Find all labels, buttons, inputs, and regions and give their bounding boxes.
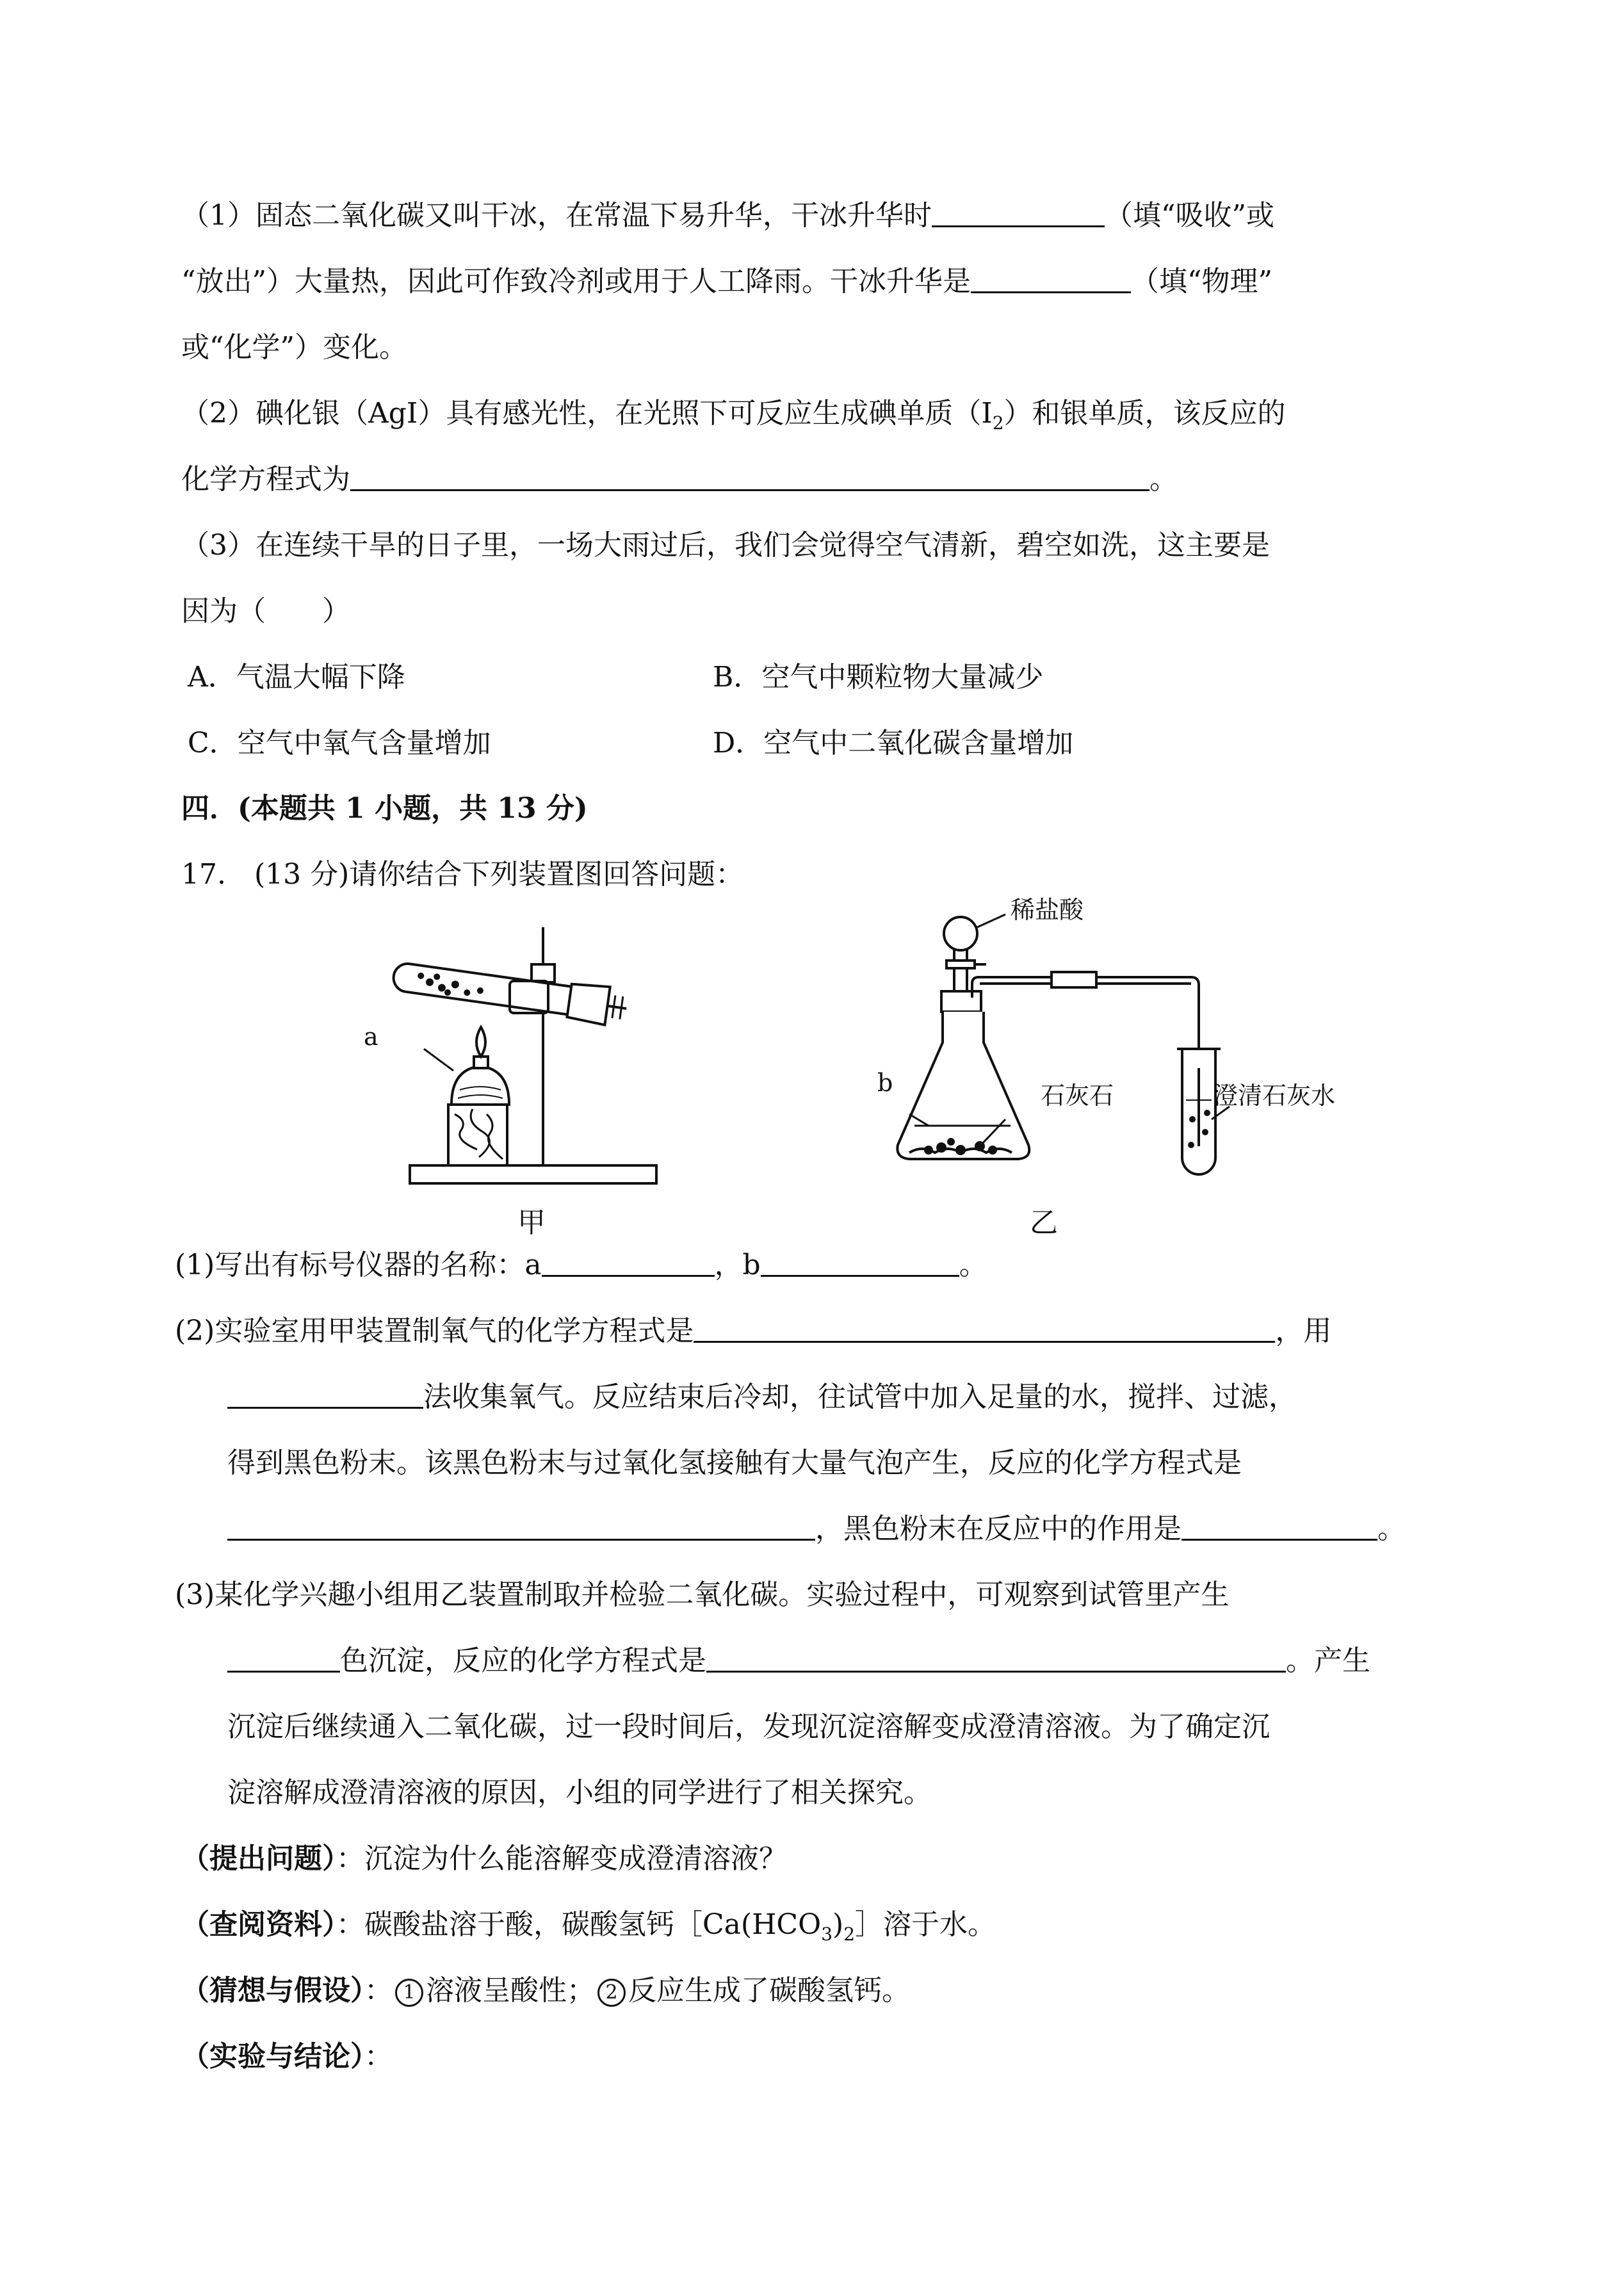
figure-caption-yi: 乙	[1030, 1206, 1058, 1239]
q17-s1-line	[175, 1246, 987, 1285]
q16-p3-line1: （3）在连续干旱的日子里，一场大雨过后，我们会觉得空气清新，碧空如洗，这主要是	[181, 529, 1270, 562]
inquiry-experiment-row	[181, 2038, 393, 2076]
figure-caption-jia: 甲	[517, 1206, 546, 1239]
q16-p1-line2	[181, 263, 1272, 301]
q17-s3-text-c: 。产生	[1286, 1644, 1370, 1677]
q17-intro: 17. (13 分)请你结合下列装置图回答问题：	[181, 858, 744, 891]
q17-s2-text-b: ，用	[1275, 1315, 1332, 1347]
inquiry-question-text: ：沉淀为什么能溶解变成澄清溶液？	[336, 1842, 787, 1875]
inquiry-question-row	[181, 1840, 787, 1878]
label-limestone: 石灰石	[1041, 1082, 1114, 1110]
inquiry-experiment-label: （实验与结论）	[181, 2040, 364, 2073]
inquiry-hypothesis-text-1: 溶液呈酸性；	[426, 1974, 595, 2007]
q16-p1-text-b: （填“物理”	[1131, 265, 1272, 298]
q16-p2-text-b: ）和银单质，该反应的	[1003, 397, 1286, 430]
answer-blank-b[interactable]	[761, 1247, 959, 1277]
apparatus-yi-figure	[884, 908, 1242, 1177]
inquiry-hypothesis-colon: ：	[364, 1974, 393, 2007]
q16-p2-line2	[181, 460, 1178, 499]
q17-s1-text-b: ，b	[714, 1249, 761, 1281]
answer-blank[interactable]	[227, 1379, 423, 1409]
inquiry-experiment-colon: ：	[364, 2040, 393, 2073]
q16-p2-text: （2）碘化银（AgI）具有感光性，在光照下可反应生成碘单质（I	[181, 397, 993, 430]
option-d[interactable]: D．空气中二氧化碳含量增加	[713, 727, 1074, 759]
option-c[interactable]: C．空气中氧气含量增加	[188, 727, 491, 759]
answer-blank[interactable]	[971, 263, 1131, 293]
q16-p2-text-b: 。	[1149, 463, 1178, 496]
answer-blank[interactable]	[1181, 1511, 1377, 1541]
inquiry-hypothesis-text-2: 反应生成了碳酸氢钙。	[628, 1974, 910, 2007]
q16-p2-text: 化学方程式为	[181, 463, 350, 496]
label-dilute-hcl: 稀盐酸	[1011, 896, 1084, 924]
q17-s2-line4	[227, 1510, 1406, 1548]
answer-blank[interactable]	[706, 1642, 1286, 1673]
inquiry-reference-text-b: )	[832, 1908, 844, 1941]
q17-s2-line2	[227, 1378, 1297, 1416]
subscript: 2	[843, 1924, 856, 1945]
q17-s2-line1	[175, 1312, 1331, 1350]
q16-p1-text-b: （填“吸收”或	[1105, 199, 1274, 232]
label-limewater: 澄清石灰水	[1214, 1082, 1336, 1110]
inquiry-reference-label: （查阅资料）	[181, 1908, 336, 1941]
apparatus-jia-figure	[391, 922, 672, 1197]
inquiry-hypothesis-label: （猜想与假设）	[181, 1974, 364, 2007]
inquiry-question-label: （提出问题）	[181, 1842, 336, 1875]
inquiry-reference-text: ：碳酸盐溶于酸，碳酸氢钙［Ca(HCO	[336, 1908, 822, 1941]
q17-s3-text-b: 色沉淀，反应的化学方程式是	[340, 1644, 706, 1677]
answer-blank[interactable]	[227, 1642, 340, 1673]
answer-blank[interactable]	[932, 197, 1105, 227]
q16-p1-line1	[181, 197, 1274, 235]
answer-blank[interactable]	[227, 1511, 815, 1541]
q16-p2-line1	[181, 394, 1286, 433]
q17-s2-text-c: 。	[1377, 1512, 1406, 1545]
q16-p1-text: “放出”）大量热，因此可作致冷剂或用于人工降雨。干冰升华是	[181, 265, 971, 298]
label-a: a	[364, 1023, 378, 1051]
q16-p1-line3: 或“化学”）变化。	[181, 331, 407, 364]
subscript: 3	[821, 1924, 833, 1945]
q17-s1-text: (1)写出有标号仪器的名称：a	[175, 1249, 542, 1281]
q16-p1-text: （1）固态二氧化碳又叫干冰，在常温下易升华，干冰升华时	[181, 199, 932, 232]
answer-blank-a[interactable]	[542, 1247, 715, 1277]
q17-s3-line2	[227, 1642, 1370, 1680]
inquiry-hypothesis-row	[181, 1972, 910, 2010]
answer-blank[interactable]	[694, 1313, 1275, 1343]
circled-number-2: 2	[597, 1979, 626, 2007]
subscript: 2	[992, 412, 1004, 434]
q17-s3-line3: 沉淀后继续通入二氧化碳，过一段时间后，发现沉淀溶解变成澄清溶液。为了确定沉	[227, 1710, 1270, 1743]
section-heading: 四．(本题共 1 小题，共 13 分)	[181, 792, 588, 825]
q17-s1-text-c: 。	[959, 1249, 987, 1281]
q17-s3-line1: (3)某化学兴趣小组用乙装置制取并检验二氧化碳。实验过程中，可观察到试管里产生	[175, 1578, 1230, 1611]
answer-blank[interactable]	[350, 461, 1149, 491]
q16-p3-line2: 因为（ ）	[181, 595, 350, 628]
inquiry-reference-row	[181, 1906, 996, 1944]
q17-s2-line3: 得到黑色粉末。该黑色粉末与过氧化氢接触有大量气泡产生，反应的化学方程式是	[227, 1447, 1242, 1479]
circled-number-1: 1	[395, 1979, 423, 2007]
option-b[interactable]: B．空气中颗粒物大量减少	[713, 661, 1044, 693]
q17-s3-line4: 淀溶解成澄清溶液的原因，小组的同学进行了相关探究。	[227, 1776, 932, 1809]
label-b: b	[877, 1069, 893, 1097]
q17-s2-text-b: 法收集氧气。反应结束后冷却，往试管中加入足量的水，搅拌、过滤，	[423, 1381, 1297, 1413]
q17-s2-text: (2)实验室用甲装置制氧气的化学方程式是	[175, 1315, 694, 1347]
q17-s2-text-b: ，黑色粉末在反应中的作用是	[815, 1512, 1181, 1545]
option-a[interactable]: A．气温大幅下降	[188, 661, 405, 693]
inquiry-reference-text-c: ］溶于水。	[855, 1908, 996, 1941]
